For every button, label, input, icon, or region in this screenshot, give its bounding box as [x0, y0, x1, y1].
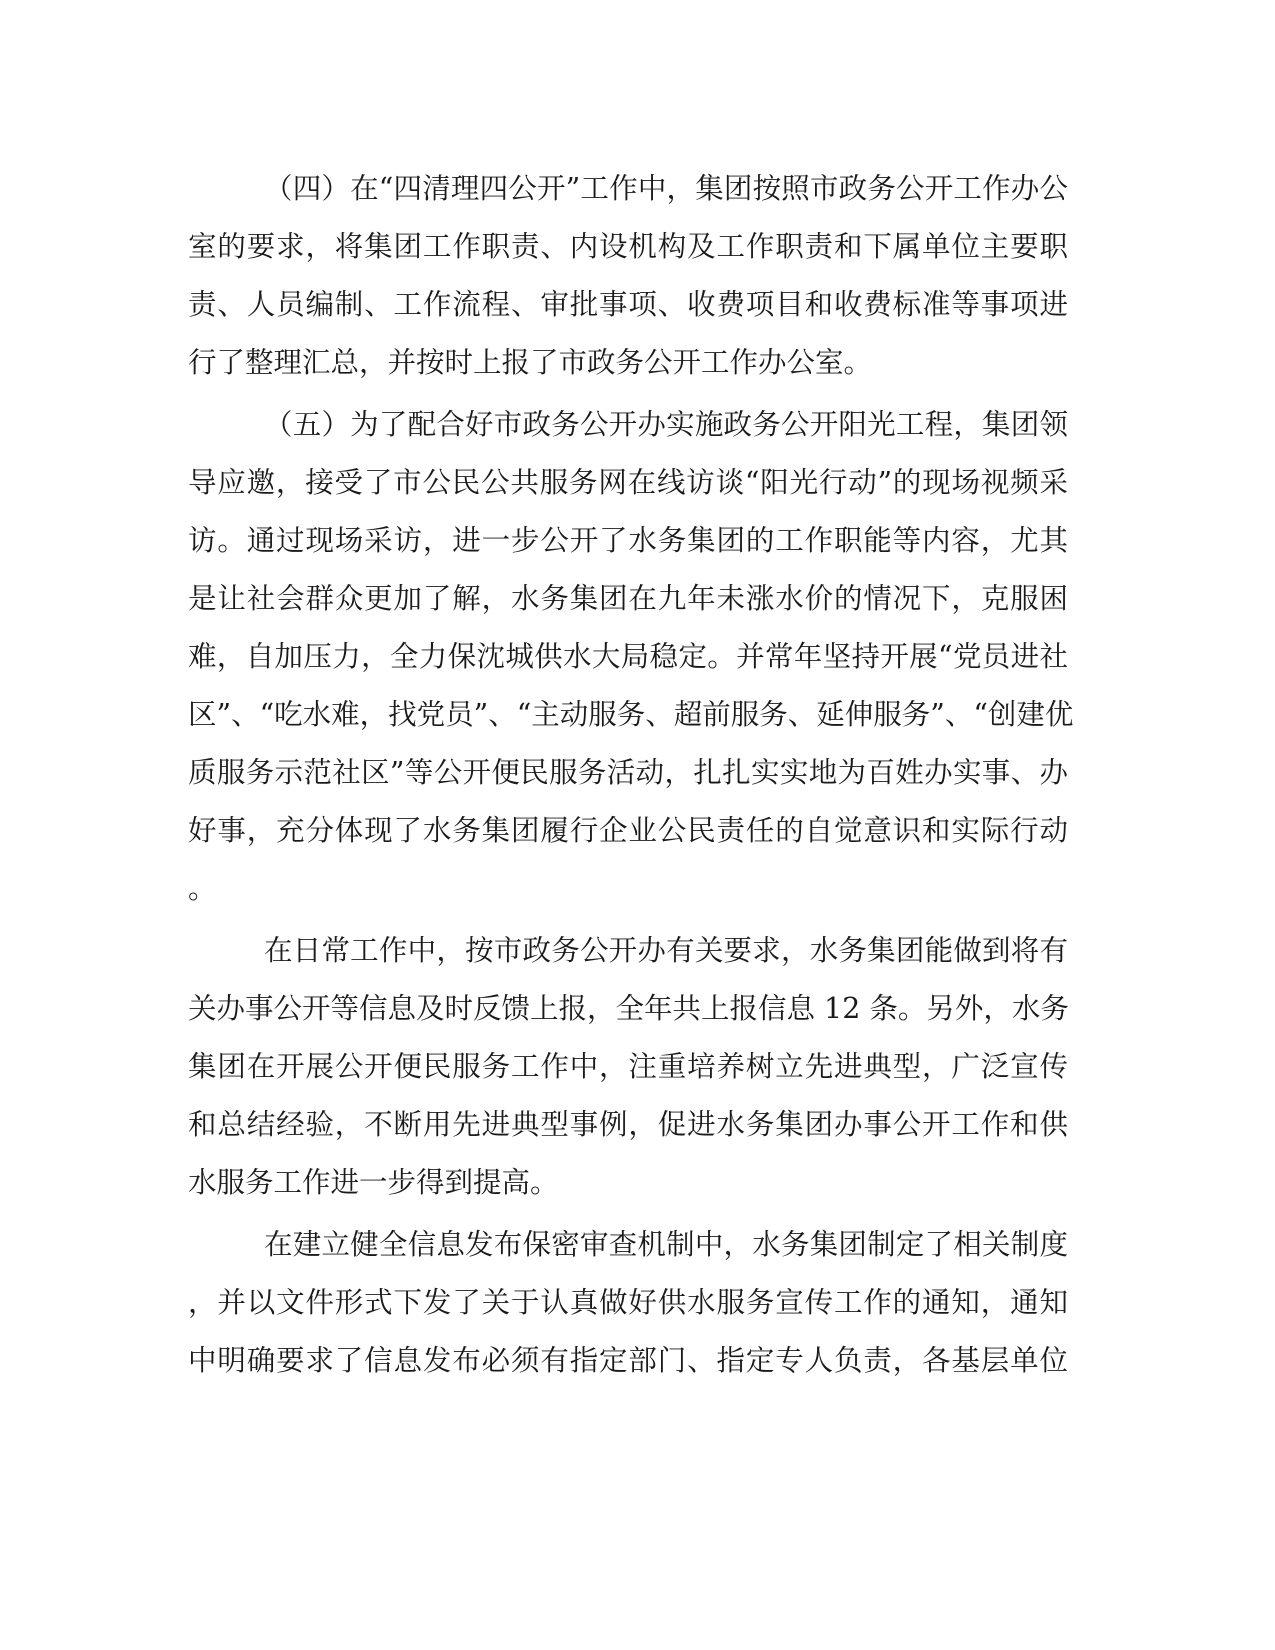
text-line: 和总结经验，不断用先进典型事例，促进水务集团办事公开工作和供	[188, 1108, 1068, 1141]
paragraph-section-5	[188, 396, 1074, 918]
text-line: 中明确要求了信息发布必须有指定部门、指定专人负责，各基层单位	[188, 1344, 1068, 1377]
text-line: 集团在开展公开便民服务工作中，注重培养树立先进典型，广泛宣传	[188, 1050, 1068, 1083]
paragraph-confidentiality-review	[188, 1216, 1068, 1390]
text-line: 水服务工作进一步得到提高。	[188, 1166, 559, 1199]
paragraph-section-4	[188, 160, 1068, 392]
text-line: ，并以文件形式下发了关于认真做好供水服务宣传工作的通知，通知	[188, 1286, 1068, 1319]
text-line: 访。通过现场采访，进一步公开了水务集团的工作职能等内容，尤其	[188, 524, 1068, 557]
text-line: 导应邀，接受了市公民公共服务网在线访谈“阳光行动”的现场视频采	[188, 466, 1068, 499]
text-line: 难，自加压力，全力保沈城供水大局稳定。并常年坚持开展“党员进社	[188, 640, 1068, 673]
paragraph-daily-work	[188, 922, 1068, 1212]
text-line: 行了整理汇总，并按时上报了市政务公开工作办公室。	[188, 346, 873, 379]
text-line: 区”、“吃水难，找党员”、“主动服务、超前服务、延伸服务”、“创建优	[188, 698, 1074, 731]
text-line: 在建立健全信息发布保密审查机制中，水务集团制定了相关制度	[264, 1228, 1068, 1261]
text-line: 在日常工作中，按市政务公开办有关要求，水务集团能做到将有	[264, 934, 1068, 967]
text-line: 质服务示范社区”等公开便民服务活动，扎扎实实地为百姓办实事、办	[188, 756, 1068, 789]
text-line: 好事，充分体现了水务集团履行企业公民责任的自觉意识和实际行动	[188, 814, 1068, 847]
text-line: （五）为了配合好市政务公开办实施政务公开阳光工程，集团领	[264, 408, 1068, 441]
document-body	[188, 160, 1074, 1390]
text-line: 责、人员编制、工作流程、审批事项、收费项目和收费标准等事项进	[188, 288, 1068, 321]
text-line: 。	[188, 872, 217, 905]
text-line: 是让社会群众更加了解，水务集团在九年未涨水价的情况下，克服困	[188, 582, 1068, 615]
text-line: 关办事公开等信息及时反馈上报，全年共上报信息 12 条。另外，水务	[188, 992, 1069, 1025]
text-line: （四）在“四清理四公开”工作中，集团按照市政务公开工作办公	[264, 172, 1068, 205]
text-line: 室的要求，将集团工作职责、内设机构及工作职责和下属单位主要职	[188, 230, 1068, 263]
